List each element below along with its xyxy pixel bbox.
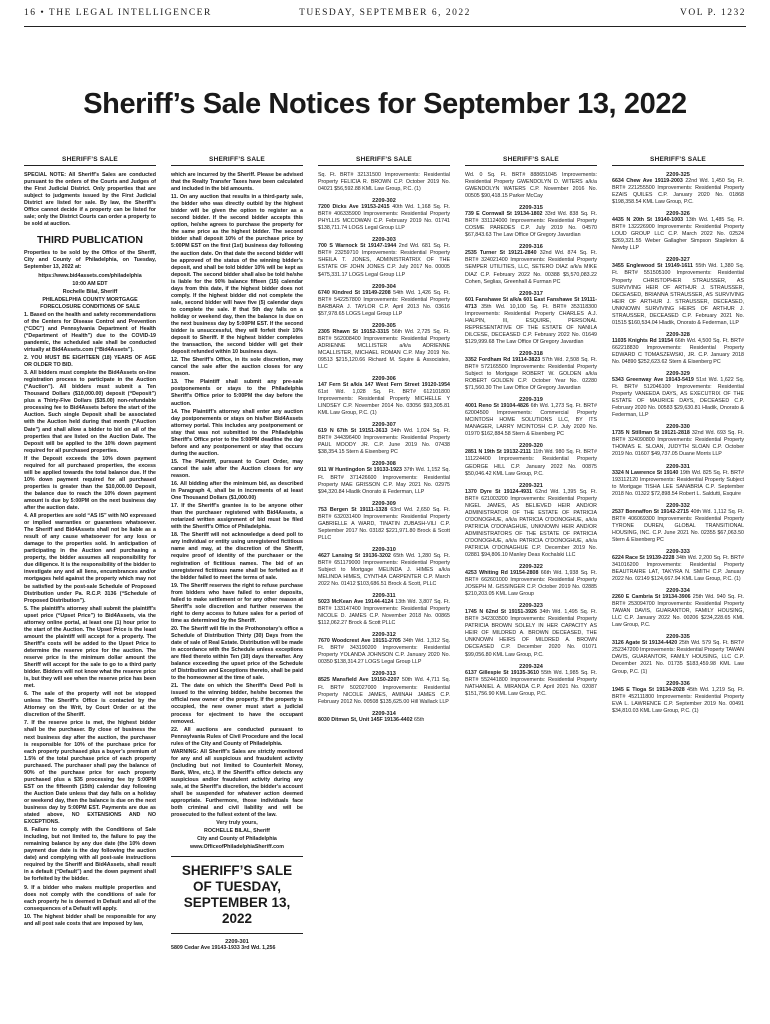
- property-address: 619 N 67th St 19151-3613: [318, 428, 388, 435]
- listing-details: 22nd Wd. 1,450 Sq. Ft. BRT# 221255500 Improvements: Residential Property EZAIS QUILES C.P. January 2020 No. 01868 $198,358.54 KML Law Group, P.C.: [612, 178, 744, 206]
- entry-number: 2209-304: [372, 283, 396, 290]
- conditions-title: PHILADELPHIA COUNTY MORTGAGE FORECLOSURE CONDITIONS OF SALE: [40, 296, 140, 310]
- listing-details: 66th Wd. 4,500 Sq. Ft. BRT# 662218830 Improvements: Residential Property EDWARD C TOMASZEWSKI, JR. C.P. January 2018 No. 04890 $252,623.62 Stern & Eisenberg PC: [612, 337, 744, 365]
- listing-entry: [465, 449, 597, 477]
- condition-paragraph: 5. The plaintiff’s attorney shall submit the plaintiff’s upset price (“Upset Price”) to Bid4Assets, via the attorney online portal, at least one (1) hour prior to the start of the Auction. The Upset Price is the least amount the plaintiff will accept for a property. The Sheriff’s costs will be added to the Upset Price to determine the reserve price for the auction. The reserve price is the minimum dollar amount the Sheriff will accept for the sale to go to a third party bidder. Bidders will not know what the reserve price is, but they will see when the reserve price has been met.: [24, 605, 156, 690]
- property-address: 4253 Whiting Rd 19154-2808: [465, 570, 539, 577]
- property-address: 700 S Warnock St 19147-1944: [318, 243, 397, 250]
- property-address: 1745 N 62nd St 19151-3926: [465, 609, 537, 616]
- property-address: 2260 E Cambria St 19134-3906: [612, 594, 691, 601]
- column-heading: SHERIFF’S SALE: [318, 156, 450, 166]
- volume-page: VOL P. 1232: [679, 8, 746, 18]
- entry-number: 2209-316: [519, 244, 543, 251]
- column-heading: SHERIFF’S SALE: [465, 156, 597, 166]
- listing-entry: [465, 250, 597, 285]
- condition-paragraph: 12. The Sheriff’s Office, in its sole discretion, may cancel the sale after the auction closes for any reason.: [171, 357, 303, 378]
- listing-details: 62nd Wd. 1,395 Sq. Ft. BRT# 621003200 Improvements: Residential Property NIGEL JAMES, AS BELIEVED HEIR AND/OR ADMINISTRATOR OF THE ESTATE OF PATRICIA O’DONOGHUE, a/k/a PATRICIA O’DONOGHUE, a/k/a PATRICIA O’DONAGHUE, UNKNOWN HEIR AND/OR ADMINISTRATORS OF THE ESTATE OF PATRICIA O’DONOGHUE, a/k/a PATRICIA O’DONOGHUE, a/k/a PATRICIA O’DONAGHUE C.P. December 2019 No. 02881 $94,806.10 Manley Deas Kochalski LLC: [465, 488, 597, 559]
- condition-paragraph: 13. The Plaintiff shall submit any pre-sale postponements or stays to the Philadelphia Sheriff’s Office prior to 5:00PM the day before the auction.: [171, 379, 303, 407]
- listing-details: 25th Wd. 579 Sq. Ft. BRT# 252347200 Improvements: Residential Property TAWAN DAVIS, GUARANTOR, FAMILY HOUSING, LLC C.P. December 2021 No. 01735 $183,459.98 KML Law Group, P.C. (1): [612, 640, 744, 675]
- listing-entry: [318, 204, 450, 232]
- property-address: 3126 Agate St 19134-4420: [612, 640, 678, 647]
- signature-line: City and County of Philadelphia: [197, 836, 277, 843]
- property-address: 2535 Turner St 19121-2840: [465, 250, 537, 257]
- property-address: 739 E Cornwall St 19134-1802: [465, 211, 543, 218]
- listing-entry: [612, 430, 744, 458]
- listing-details: 34th Wd. 1,495 Sq. Ft. BRT# 342303500 Improvements: Residential Property PATRICIA BROWN SOLELY IN HER CAPACITY AS HEIR OF MILDRED A. BROWN DECEASED, THE UNKNOWN HEIRS OF MILDRED A. BROWN DECEASED C.P. December 2020 No. 01071 $99,056.80 KML Law Group, P.C.: [465, 609, 597, 658]
- property-address: 1370 Dyre St 19124-4931: [465, 488, 532, 495]
- entry-number: 2209-321: [519, 482, 543, 489]
- entry-number: 2209-328: [666, 331, 690, 338]
- property-address: 601 Fanshawe St a/k/a 601 East Fanshawe St 19111-4713: [465, 296, 597, 310]
- condition-paragraph: 10. The highest bidder shall be responsible for any and all post sale costs that are imposed by law,: [24, 913, 156, 927]
- entry-number: 2209-307: [372, 422, 396, 429]
- listing-entry: [612, 687, 744, 715]
- signature-line: ROCHELLE BILAL, Sheriff: [204, 828, 270, 835]
- listing-entry: [465, 172, 597, 200]
- listing-details: 57th Wd. 2,508 Sq. Ft. BRT# 572165500 Improvements: Residential Property Subject to Mortgage ROBERT W. GOLDEN a/k/a ROBERT GOLDEN C.P. October Year No. 02280 $71,560.30 The Law Office Of Gregory Javardian: [465, 356, 597, 392]
- listing-entry: [318, 329, 450, 371]
- entry-number: 2209-318: [519, 350, 543, 357]
- entry-number: 2209-315: [519, 205, 543, 212]
- sale-intro: Properties to be sold by the Office of the Sheriff, City and County of Philadelphia, on Tuesday, September 13, 2022 at:: [24, 250, 156, 271]
- listing-details: 61st Wd. 1,028 Sq. Ft. BRT# 612101800 Improvements: Residential Property MICHELLE Y LINDSEY C.P. November 2014 No. 03056 $93,305.81 KML Law Group, P.C. (1): [318, 389, 450, 417]
- notice-columns: [24, 156, 746, 1014]
- property-address: 5343 Greenway Ave 19143-5419: [612, 377, 694, 384]
- listing-entry: [465, 211, 597, 239]
- entry-number: 2209-332: [666, 502, 690, 509]
- listing-details: 19th Wd. 825 Sq. Ft. BRT# 193112120 Improvements: Residential Property Subject to Mortgage TISHA LEE SANABRIA C.P. September 2018 No. 01322 $72,898.54 Robert L. Saldutti, Esquire: [612, 469, 744, 497]
- property-address: 6634 Chew Ave 19119-2003: [612, 178, 683, 184]
- issue-date: TUESDAY, SEPTEMBER 6, 2022: [299, 8, 471, 18]
- entry-number: 2209-335: [666, 634, 690, 641]
- listing-entry: [612, 470, 744, 498]
- entry-number: 2209-320: [519, 443, 543, 450]
- entry-number: 2209-329: [666, 371, 690, 378]
- listing-details: 65th: [414, 716, 425, 723]
- property-address: 6740 Kindred St 19149-2208: [318, 289, 391, 296]
- property-address: 2537 Bonnaffon St 19142-2715: [612, 508, 689, 515]
- entry-number: 2209-325: [666, 172, 690, 178]
- property-address: 1735 N Stillman St 19121-2818: [612, 430, 690, 437]
- entry-number: 2209-322: [519, 564, 543, 571]
- condition-paragraph: 16. All bidding after the minimum bid, as described in Paragraph 4, shall be in increments of at least One Thousand Dollars ($1,000.00): [171, 481, 303, 502]
- listing-details: 6th Wd. 1,273 Sq. Ft. BRT# 62004500 Improvements: Commercial Property MCINTOSH HOME SOLUTIONS LLC, BY ITS MANAGER, LARRY MCINTOSH C.P. July 2020 No. 01970 $162,884.58 Stern & Eisenberg PC: [465, 403, 597, 438]
- listing-details: 45th Wd. 1,219 Sq. Ft. BRT# 452111800 Improvements: Residential Property EVA L. LAWRENCE C.P. September 2019 No. 00491 $34,810.03 KML Law Group, P.C. (1): [612, 686, 744, 714]
- listing-entry: [465, 570, 597, 598]
- listing-entry: [612, 263, 744, 326]
- listing-details: 35th Wd. 10,100 Sq. Ft. BRT# 353118300 Improvements: Residential Property CHARLES A.J. HALPIN, III, ESQUIRE, PERSONAL REPRESENTATIVE OF THE ESTATE OF NANILA DILCESE, DECEASED C.P. February 2022 No. 01649 $129,999.68 The Law Office Of Gregory Javardian: [465, 303, 597, 345]
- condition-paragraph: 9. If a bidder who makes multiple properties and does not comply with the conditions of sale for each property he is deemed in Default and all of the consequences of a Default will apply.: [24, 884, 156, 912]
- listing-details: 65th Wd. 1,280 Sq. Ft. BRT# 651179000 Improvements: Residential Property Subject to Mortgage MELINDA J. HIMES a/k/a MELINDA HIMES, CYNTHIA CARPENTER C.P. March 2022 No. 01412 $103,686.51 Brock & Scott, PLLC: [318, 552, 450, 588]
- listing-details: 55th Wd. 1,985 Sq. Ft. BRT# 552441800 Improvements: Residential Property NATHANIEL A. MIRANDA C.P. April 2021 No. 02087 $151,756.90 KML Law Group, P.C.: [465, 669, 597, 697]
- condition-paragraph: WARNING: All Sheriff’s Sales are strictly monitored for any and all suspicious and fraudulent activity (including but not limited to Counterfeit Money, Bank, Wire, etc.). If the Sheriff’s office detects any suspicious and/or fraudulent activity during any sale, at the Sheriff’s discretion, the bidder’s account shall be suspended for whatever action deemed appropriate. Furthermore, those individuals face both criminal and civil liability and will be prosecuted to the fullest extent of the law.: [171, 748, 303, 819]
- page-header: [24, 8, 746, 27]
- column-1: [24, 156, 156, 1014]
- listing-entry: [465, 297, 597, 346]
- entry-number: 2209-310: [372, 546, 396, 553]
- divider: [171, 856, 303, 857]
- column-4: [465, 156, 597, 1014]
- entry-number: 2209-323: [519, 603, 543, 610]
- property-address: 147 Fern St a/k/a 147 West Fern Street 19120-1954: [318, 382, 450, 389]
- listing-entry: [465, 357, 597, 392]
- listing-details: Wd. 0 Sq. Ft. BRT# 888651045 Improvements: Residential Property GWENDOLYN D. WITERS a/k/a GWENDOLYN WATERS C.P. November 2016 No. 00505 $90,418.15 Parker McCay: [465, 172, 597, 200]
- entry-number: 2209-324: [519, 663, 543, 670]
- entry-number: 2209-302: [372, 198, 396, 205]
- listing-entry: [465, 489, 597, 559]
- page-title: Sheriff’s Sale Notices for September 13, 2022: [83, 88, 687, 120]
- column-2: [171, 156, 303, 1014]
- condition-paragraph: 8. Failure to comply with the Conditions of Sale including, but not limited to, the failure to pay the remaining balance by any due date (the 10% down payment due date is the day following the auction date) and complying with all post-sale instructions required by the Sheriff and Bid4Assets, shall result in a default (“Default”) and the down payment shall be forfeited by the bidder.: [24, 827, 156, 883]
- listing-details: 66th Wd. 1,938 Sq. Ft. BRT# 662601000 Improvements: Residential Property JOSEPH M. GISSINGER C.P. October 2019 No. 02885 $210,203.05 KML Law Group: [465, 570, 597, 598]
- property-address: 4001 Reno St 19104-4826: [465, 403, 529, 410]
- listing-entry: [318, 243, 450, 278]
- sheriff-signer: Rochelle Bilal, Sheriff: [62, 288, 118, 295]
- listing-entry: [318, 290, 450, 318]
- condition-paragraph: which are incurred by the Sheriff. Please be advised that the Realty Transfer Taxes have been calculated and included in the bid amounts.: [171, 172, 303, 193]
- property-address: 3352 Fordham Rd 19114-3823: [465, 356, 541, 363]
- entry-number: 2209-327: [666, 257, 690, 264]
- listing-details: 33rd Wd. 838 Sq. Ft. BRT# 331124000 Improvements: Residential Property COSME PAREDES C.P. July 2019 No. 04570 $67,843.63 The Law Office Of Gregory Javardian: [465, 211, 597, 239]
- listing-entry: [171, 945, 303, 952]
- condition-paragraph: 20. The Sheriff will file in the Prothonotary’s office a Schedule of Distribution Thirty (30) Days from the date of sale of Real Estate. Distribution will be made in accordance with the Schedule unless exceptions are filed thereto within Ten (10) days thereafter. Any balance exceeding the upset price of the Schedule of Distribution and Exceptions thereto, shall be paid to the homeowner at the time of sale.: [171, 625, 303, 682]
- listing-details: 11th Wd. 980 Sq. Ft. BRT# 111224400 Improvements: Residential Property GEORGE HILL C.P. January 2022 No. 00875 $50,046.42 KML Law Group, P.C.: [465, 449, 597, 477]
- property-address: 2305 Rhawn St 19152-3315: [318, 328, 390, 335]
- condition-paragraph: 21. The date on which the Sheriff’s Deed Poll is issued to the winning bidder, he/she becomes the official new owner of the property. If the property is occupied, the new owner must start a judicial process for ejectment to have the occupant removed.: [171, 683, 303, 725]
- property-address: 3455 Englewood St 19149-1611: [612, 263, 693, 270]
- page-number-and-publication: 16 • THE LEGAL INTELLIGENCER: [24, 8, 212, 18]
- property-address: 3324 N Lawrence St 19140: [612, 469, 679, 476]
- entry-number: 2209-317: [519, 290, 543, 297]
- listing-entry: [465, 609, 597, 658]
- column-heading: SHERIFF’S SALE: [24, 156, 156, 166]
- property-address: 8030 Ditman St, Unit 145F 19136-4402: [318, 716, 413, 723]
- listing-entry: [318, 382, 450, 417]
- signature-line: www.OfficeofPhiladelphiaSheriff.com: [190, 844, 284, 851]
- entry-number: 2209-334: [666, 588, 690, 595]
- condition-paragraph: 19. The Sheriff reserves the right to refuse purchase from bidders who have failed to enter deposits, failed to make settlement or for any other reason at Sheriff’s sole discretion and further reserves the right to deny access to future sales for a period of time as determined by the Sheriff.: [171, 582, 303, 624]
- listing-entry: [318, 428, 450, 456]
- entry-number: 2209-312: [372, 632, 396, 639]
- listing-entry: [318, 553, 450, 588]
- listing-entry: [318, 467, 450, 495]
- property-address: 753 Bergen St 19111-1328: [318, 506, 388, 513]
- entry-number: 2209-333: [666, 548, 690, 555]
- listing-entry: [465, 403, 597, 438]
- entry-number: 2209-311: [372, 593, 396, 600]
- condition-paragraph: 1. Based on the health and safety recommendations of the Centers for Disease Control and Prevention (“CDC”) and Pennsylvania Department of Health (“Department of Health”) due to the COVID-19 pandemic, the scheduled sale shall be conducted virtually at Bid4Assets.com (“Bid4Assets”).: [24, 311, 156, 353]
- listing-entry: [612, 178, 744, 206]
- column-5: [612, 156, 744, 1014]
- entry-number: 2209-314: [372, 710, 396, 717]
- property-address: 7200 Dicks Ave 19153-2415: [318, 204, 390, 211]
- listing-entry: [318, 599, 450, 627]
- listing-details: 55th Wd. 1,380 Sq. Ft. BRT# 551505100 Improvements: Residential Property CHRISTOPHER STRAUSSER, AS SURVIVING HEIR OF ARTHUR J. STRAUSSER, DECEASED, BRIANNA STRAUSSER, AS SURVIVING HEIR OF ARTHUR J. STRAUSSER, DECEASED, UNKNOWN SURVIVING HEIRS OF ARTHUR J. STRAUSSER, DECEASED C.P. February 2021 No. 01515 $160,534.04 Hladik, Onorato & Federman, LLP: [612, 263, 744, 326]
- condition-paragraph: 11. On any auction that results in a third-party sale, the bidder who was directly outbid by the highest bidder will be given the option to register as a second bidder. If the second bidder accepts this option, he/she agrees to purchase the property for the same price as the highest bidder. The second bidder shall deposit 10% of the purchase price by 5:00PM EST on the first (1st) business day following the auction date. On that date the second bidder will be approved of the status of the winning bidder’s deposit, and shall be told bidder 10% will be kept as deposit. The second bidder shall also be told he/she is liable for the 90% balance fifteen (15) calendar days from this date, if the highest bidder does not comply. If the highest bidder did not complete the sale, second bidder will have five (5) calendar days to complete the sale. If that 5th day falls on a holiday or weekend day, then the balance is due on the next business day by 5:00PM EST. If the second bidder is unsuccessful, they will forfeit their 10% deposit to Sheriff. If the highest bidder completes the transaction, the second bidder will get their deposit refunded within 10 business days.: [171, 194, 303, 356]
- listing-entry: [612, 338, 744, 366]
- listing-details: 40th Wd. 1,168 Sq. Ft. BRT# 406335900 Improvements: Residential Property PHYLLIS MCCOWAN C.P. February 2019 No. 01741 $138,711.74 LOGS Legal Group LLP: [318, 204, 450, 232]
- entry-number: 2209-301: [225, 939, 249, 946]
- listing-details: 37th Wd. 1,152 Sq. Ft. BRT# 371426600 Improvements: Residential Property MAE GRISSON C.P. May 2021 No. 02975 $94,320.84 Hladik Onorato & Federman, LLP: [318, 467, 450, 495]
- special-note: SPECIAL NOTE: All Sheriff’s Sales are conducted pursuant to the orders of the Courts and Judges of the First Judicial District. Only properties that are subject to judgments issued by the First Judicial District are listed for sale. By law, the Sheriff’s Office cannot decide if a property can be listed for sale; only the District Courts can order a property to be sold at auction.: [24, 172, 156, 228]
- third-publication-heading: THIRD PUBLICATION: [37, 234, 143, 247]
- listing-entry: [318, 677, 450, 705]
- listing-entry: [318, 507, 450, 542]
- listing-details: 13th Wd. 1,485 Sq. Ft. BRT# 132226900 Improvements: Residential Property LOUD GROUP LLC C.P. March 2022 No. 02524 $269,321.55 Weber Gallagher Simpson Stapleton & Newby LLP: [612, 217, 744, 252]
- listing-entry: [318, 638, 450, 666]
- entry-number: 2209-319: [519, 397, 543, 404]
- condition-paragraph: If the Deposit exceeds the 10% down payment required for all purchased properties, the excess will be applied towards the total balance due. If the 10% down payment required for all purchased properties is greater than the $10,000.00 Deposit, the balance due to reach the 10% down payment amount is due by 5:00PM on the next business day after the auction date.: [24, 455, 156, 512]
- auction-url: https://www.bid4assets.com/philadelphia: [38, 272, 142, 279]
- condition-paragraph: 6. The sale of the property will not be stopped unless The Sheriff’s Office is contacted by the Attorney on the Writ, by Court Order or at the discretion of the Sheriff.: [24, 691, 156, 719]
- column-heading: SHERIFF’S SALE: [171, 156, 303, 166]
- listing-details: 51st Wd. 1,622 Sq. Ft. BRT# 512046100 Improvements: Residential Property VANEEDA DAYS, AS EXECUTRIX OF THE ESTATE OF MAURICE DAYS, DECEASED C.P. February 2020 No. 00583 $29,630.81 Hladik, Onorato & Federman, LLP: [612, 377, 744, 419]
- listing-details: 34th Wd. 1,312 Sq. Ft. BRT# 343190200 Improvements: Residential Property YOLANDA JOHNSON C.P. January 2020 No. 00350 $138,314.27 LOGS Legal Group LLP: [318, 638, 450, 666]
- listing-entry: [612, 377, 744, 419]
- condition-paragraph: 2. YOU MUST BE EIGHTEEN (18) YEARS OF AGE OR OLDER TO BID.: [24, 355, 156, 369]
- listing-entry: [612, 555, 744, 583]
- listing-details: 25th Wd. 940 Sq. Ft. BRT# 253094700 Improvements: Residential Property TAWAN DAVIS, GUARANTOR, FAMILY HOUSING, LLC C.P. January 2022 No. 00206 $234,228.65 KML Law Group, P.C.: [612, 594, 744, 629]
- listing-details: 13th Wd. 3,807 Sq. Ft. BRT# 133147400 Improvements: Residential Property NICOLE D. JAMES C.P. November 2018 No. 00865 $112,062.27 Brock & Scott PLLC: [318, 599, 450, 627]
- listing-details: 40th Wd. 1,112 Sq. Ft. BRT# 406069300 Improvements: Residential Property TYRONE DUREN, GLOBAL TRANSITIONAL HOUSING, INC. C.P. June 2021 No. 02355 $67,063.50 Stern & Eisenberg PC: [612, 508, 744, 543]
- listing-details: Sq. Ft. BRT# 32131500 Improvements: Residential Property FELICIA R. BROWN C.P. October 2019 No. 04021 $56,592.88 KML Law Group, P.C. (1): [318, 172, 450, 193]
- column-heading: SHERIFF’S SALE: [612, 156, 744, 166]
- listing-entry: [612, 640, 744, 675]
- condition-paragraph: 17. If the Sheriff’s grantee is to be anyone other than the purchaser registered with Bid4Assets, a notarized written assignment of bid must be filed with the Sheriff’s Office of Philadelphia.: [171, 503, 303, 531]
- listing-details: 34th Wd. 1,024 Sq. Ft. BRT# 344396400 Improvements: Residential Property PAUL MOODY JR. C.P. June 2019 No. 07438 $38,354.15 Stern & Eisenberg PC: [318, 428, 450, 456]
- property-address: 911 W Huntingdon St 19133-1923: [318, 467, 402, 474]
- listing-details: 32nd Wd. 693 Sq. Ft. BRT# 324090800 Improvements: Residential Property THOMAS E. SLOAN, JUDYTH SLOAN C.P. October 2019 No. 01607 $49,737.05 Duane Morris LLP: [612, 430, 744, 458]
- property-address: 4627 Lansing St 19136-3202: [318, 552, 391, 559]
- auction-time: 10:00 AM EDT: [72, 280, 108, 287]
- property-address: 6137 Gillespie St 19135-3610: [465, 669, 539, 676]
- listing-entry: [465, 670, 597, 698]
- listing-details: 54th Wd. 1,426 Sq. Ft. BRT# 542257800 Improvements: Residential Property BARBARA J. TAYLOR C.P. April 2013 No. 03616 $57,978.65 LOGS Legal Group LLP: [318, 289, 450, 317]
- listing-entry: [612, 509, 744, 544]
- entry-number: 2209-309: [372, 500, 396, 507]
- entry-number: 2209-336: [666, 680, 690, 687]
- signature-line: Very truly yours,: [216, 820, 258, 827]
- property-address: 8525 Mansfield Ave 19150-2207: [318, 677, 400, 684]
- property-address: 5023 McKean Ave 19144-4124: [318, 599, 394, 606]
- condition-paragraph: 15. The Plaintiff, pursuant to Court Order, may cancel the sale after the Auction closes for any reason.: [171, 458, 303, 479]
- listing-details: 50th Wd. 4,711 Sq. Ft. BRT# 502027000 Improvements: Residential Property NICOLE JAMES, AMINAH JAMES C.P. February 2012 No. 00508 $135,625.00 Hill Wallack LLP: [318, 677, 450, 705]
- listing-entry: [318, 717, 450, 724]
- property-address: 4435 N 20th St 19140-1003: [612, 217, 684, 224]
- entry-number: 2209-303: [372, 237, 396, 244]
- condition-paragraph: 22. All auctions are conducted pursuant to Pennsylvania Rules of Civil Procedure and the local rules of the City and County of Philadelphia.: [171, 726, 303, 747]
- listing-details: 32nd Wd. 874 Sq. Ft. BRT# 324021400 Improvements: Residential Property SEMPER UTILITIES, LLC, SETERO DIAZ a/k/a MIKE DIAZ C.P. February 2022 No. 00388 $5,570,083.22 Cohen, Seglias, Greenhall & Furman PC: [465, 250, 597, 285]
- entry-number: 2209-331: [666, 463, 690, 470]
- property-address: 5809 Cedar Ave 19143-1933 3rd Wd. 1,256: [171, 945, 276, 952]
- entry-number: 2209-308: [372, 461, 396, 468]
- listing-entry: [612, 594, 744, 629]
- listing-details: 2nd Wd. 681 Sq. Ft. BRT# 23259710 Improvements: Residential Property SHEILA T. JONES, ADMINISTRATRIX OF THE ESTATE OF JOHN JONES C.P. July 2017 No. 00005 $475,331.17 LOGS Legal Group LLP: [318, 243, 450, 278]
- entry-number: 2209-306: [372, 376, 396, 383]
- entry-number: 2209-305: [372, 322, 396, 329]
- property-address: 7670 Woodcrest Ave 19151-2705: [318, 638, 401, 645]
- property-address: 2851 N 19th St 19132-2111: [465, 449, 532, 456]
- condition-paragraph: 7. If the reserve price is met, the highest bidder shall be the purchaser. By close of business the next business day after the auction, the purchaser is responsible for 10% of the purchase price for each property purchased plus a buyer’s premium of 1.5% of the total purchase price of each property purchased. The purchaser shall pay the balance of 90% of the purchase price for each property purchased plus a $35 processing fee by 5:00PM EST on the fifteenth (15th) calendar day following the Auction Date unless that day falls on a holiday or weekend day, then the balance is due on the next business day by 5:00PM EST. Payments are due as stated above, NO EXTENSIONS AND NO EXCEPTIONS.: [24, 720, 156, 826]
- listing-details: 34th Wd. 2,200 Sq. Ft. BRT# 341016200 Improvements: Residential Property BEAUTRAIRE LAT, TAKYRA N. SMITH C.P. January 2022 No. 02149 $124,667.94 KML Law Group, P.C. (1): [612, 554, 744, 583]
- property-address: 6224 Race St 19139-2228: [612, 554, 675, 561]
- condition-paragraph: 4. All properties are sold “AS IS” with NO expressed or implied warranties or guarantees whatsoever. The Sheriff and Bid4Assets shall not be liable as a result of any cause whatsoever for any loss or damage to the properties sold. In anticipation of participating in the Auction and purchasing a property, the bidder assumes all responsibility for due diligence. It is the responsibility of the bidder to investigate any and all liens, encumbrances and/or mortgages held against the property which may not be satisfied by the post-sale Schedule of Proposed Distribution under Pa. R.C.P. 3136 (“Schedule of Proposed Distribution”).: [24, 513, 156, 604]
- listing-entry: [612, 217, 744, 252]
- listing-details: 63rd Wd. 2,650 Sq. Ft. BRT# 632031400 Improvements: Residential Property GABRIELLE A WARD, TINATIN ZUBASH-VILI C.P. September 2017 No. 03182 $221,971.80 Brock & Scott PLLC: [318, 506, 450, 541]
- column-3: [318, 156, 450, 1014]
- listing-details: 56th Wd. 2,725 Sq. Ft. BRT# 562008400 Improvements: Residential Property ADRIENNE MCLLISTER a/k/a ADRIENNE MCALLISTER, MICHAEL ROMAN C.P. May 2019 No. 09513 $215,120.66 Richard M. Squire & Associates, LLC: [318, 328, 450, 370]
- condition-paragraph: 18. The Sheriff will not acknowledge a deed poll to any individual or entity using unregistered fictitious name and may, at the discretion of the Sheriff, require proof of identity of the purchaser or the registration of fictitious names. The bid of an unregistered fictitious name shall be forfeited as if the bidder failed to meet the terms of sale.: [171, 532, 303, 581]
- property-address: 1945 E Tioga St 19134-2028: [612, 686, 685, 693]
- listing-entry: [318, 172, 450, 193]
- entry-number: 2209-313: [372, 671, 396, 678]
- condition-paragraph: 14. The Plaintiff’s attorney shall enter any auction day postponements or stays on his/her Bid4Assets attorney portal. This includes any postponement or stay that was not submitted to the Philadelphia Sheriff’s Office prior to the 5:00PM deadline the day before and any postponement or stay that occurs during the auction.: [171, 408, 303, 457]
- entry-number: 2209-330: [666, 424, 690, 431]
- property-address: 11035 Knights Rd 19154: [612, 337, 674, 344]
- divider: [171, 933, 303, 934]
- condition-paragraph: 3. All bidders must complete the Bid4Assets on-line registration process to participate in the Auction (“Auction”). All bidders must submit a Ten Thousand Dollars ($10,000.00) deposit (“Deposit”) plus a Thirty-Five Dollars ($35.00) non-refundable processing fee to Bid4Assets before the start of the Auction. Such single Deposit shall be associated with the Auction held during that month (“Auction Date”) and shall allow a bidder to bid on all of the properties that are listed on the Auction Date. The Deposit will be applied to the 10% down payment required for all purchased properties.: [24, 370, 156, 454]
- entry-number: 2209-326: [666, 211, 690, 218]
- sale-date-heading: SHERIFF’S SALE OF TUESDAY, SEPTEMBER 13, 2022: [181, 863, 293, 927]
